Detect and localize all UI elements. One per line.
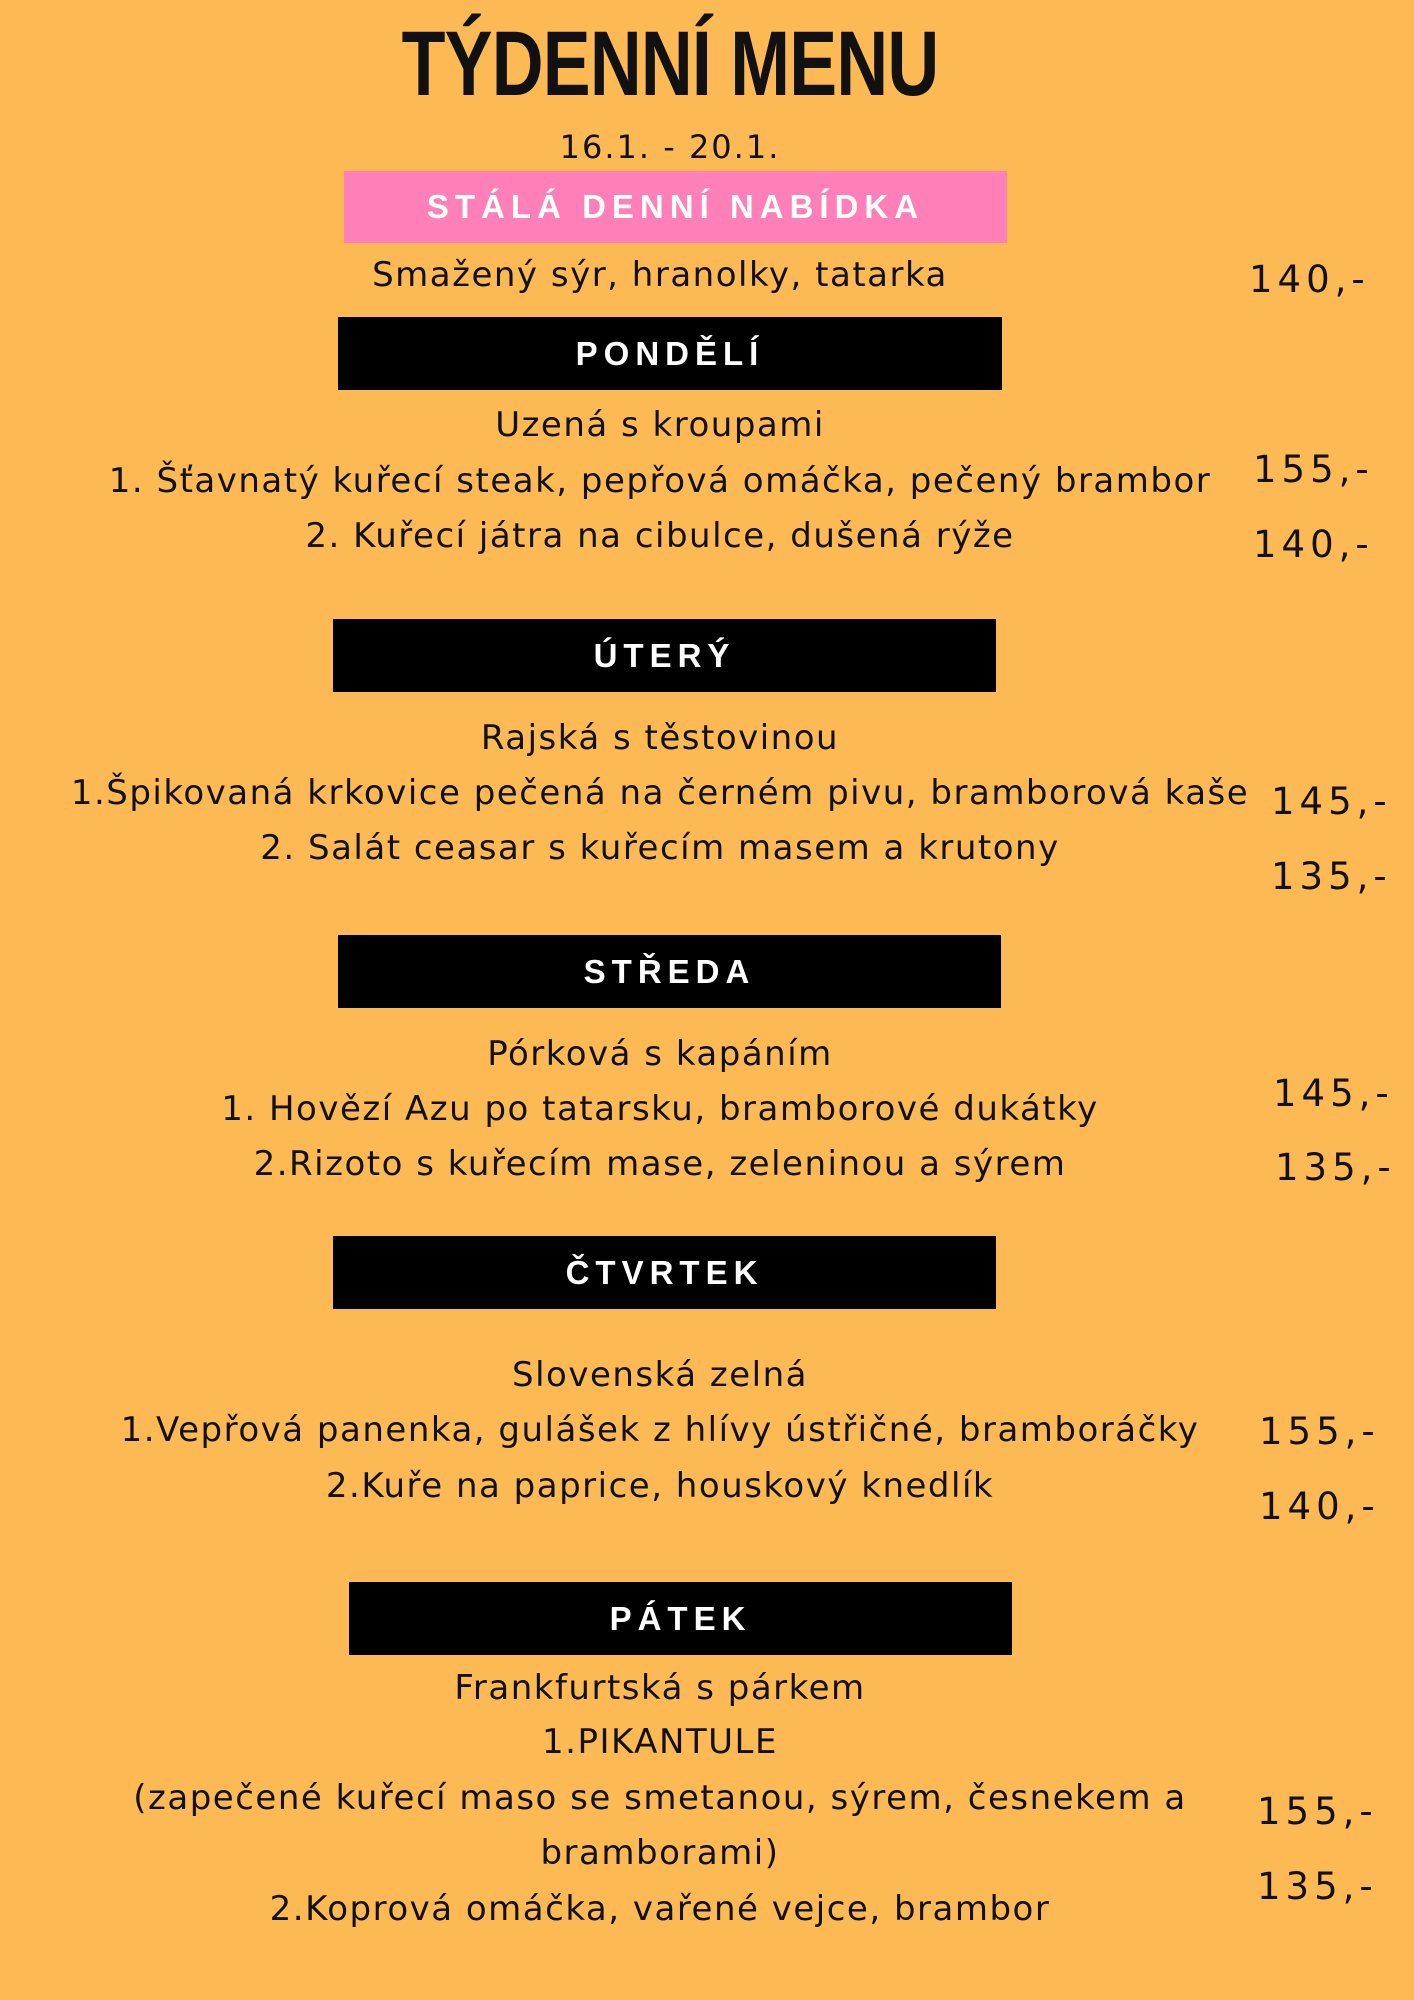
wednesday-banner: STŘEDA bbox=[338, 935, 1001, 1008]
monday-item-2: 2. Kuřecí játra na cibulce, dušená rýže bbox=[305, 516, 1015, 556]
friday-item-1-desc-line-1: (zapečené kuřecí maso se smetanou, sýrem, česnekem a bbox=[133, 1778, 1187, 1818]
tuesday-item-1: 1.Špikovaná krkovice pečená na černém pivu, bramborová kaše bbox=[70, 773, 1250, 813]
daily-offer-banner: STÁLÁ DENNÍ NABÍDKA bbox=[344, 171, 1007, 243]
friday-item-2: 2.Koprová omáčka, vařené vejce, brambor bbox=[269, 1889, 1051, 1929]
tuesday-item-2-price: 135,- bbox=[1271, 855, 1392, 898]
monday-banner: PONDĚLÍ bbox=[338, 317, 1002, 390]
friday-item-2-price: 135,- bbox=[1257, 1865, 1378, 1908]
monday-soup: Uzená s kroupami bbox=[495, 405, 825, 445]
friday-soup: Frankfurtská s párkem bbox=[454, 1668, 866, 1708]
monday-item-1-price: 155,- bbox=[1253, 448, 1374, 491]
friday-banner: PÁTEK bbox=[349, 1582, 1012, 1655]
tuesday-banner: ÚTERÝ bbox=[333, 619, 996, 692]
tuesday-item-2: 2. Salát ceasar s kuřecím masem a krutony bbox=[260, 828, 1060, 868]
thursday-item-1: 1.Vepřová panenka, gulášek z hlívy ústřičné, bramboráčky bbox=[120, 1410, 1200, 1450]
monday-item-1: 1. Šťavnatý kuřecí steak, pepřová omáčka, pečený brambor bbox=[108, 461, 1212, 501]
daily-offer-item: Smažený sýr, hranolky, tatarka bbox=[372, 255, 948, 295]
thursday-soup: Slovenská zelná bbox=[512, 1355, 808, 1395]
tuesday-soup: Rajská s těstovinou bbox=[480, 718, 840, 758]
tuesday-item-1-price: 145,- bbox=[1271, 780, 1392, 823]
wednesday-item-2: 2.Rizoto s kuřecím mase, zeleninou a sýrem bbox=[253, 1144, 1067, 1184]
friday-item-1-title: 1.PIKANTULE bbox=[542, 1722, 778, 1762]
wednesday-item-1-price: 145,- bbox=[1273, 1072, 1394, 1115]
thursday-item-2: 2.Kuře na paprice, houskový knedlík bbox=[325, 1466, 995, 1506]
menu-title: TÝDENNÍ MENU bbox=[401, 13, 939, 115]
daily-offer-price: 140,- bbox=[1249, 258, 1370, 301]
thursday-item-2-price: 140,- bbox=[1259, 1485, 1380, 1528]
wednesday-item-2-price: 135,- bbox=[1275, 1146, 1396, 1189]
monday-item-2-price: 140,- bbox=[1253, 523, 1374, 566]
wednesday-soup: Pórková s kapáním bbox=[487, 1034, 833, 1074]
friday-item-1-desc-line-2: bramborami) bbox=[540, 1833, 780, 1873]
friday-item-1-price: 155,- bbox=[1257, 1790, 1378, 1833]
thursday-item-1-price: 155,- bbox=[1259, 1410, 1380, 1453]
wednesday-item-1: 1. Hovězí Azu po tatarsku, bramborové dukátky bbox=[221, 1089, 1099, 1129]
thursday-banner: ČTVRTEK bbox=[333, 1236, 996, 1309]
date-range: 16.1. - 20.1. bbox=[559, 128, 781, 166]
